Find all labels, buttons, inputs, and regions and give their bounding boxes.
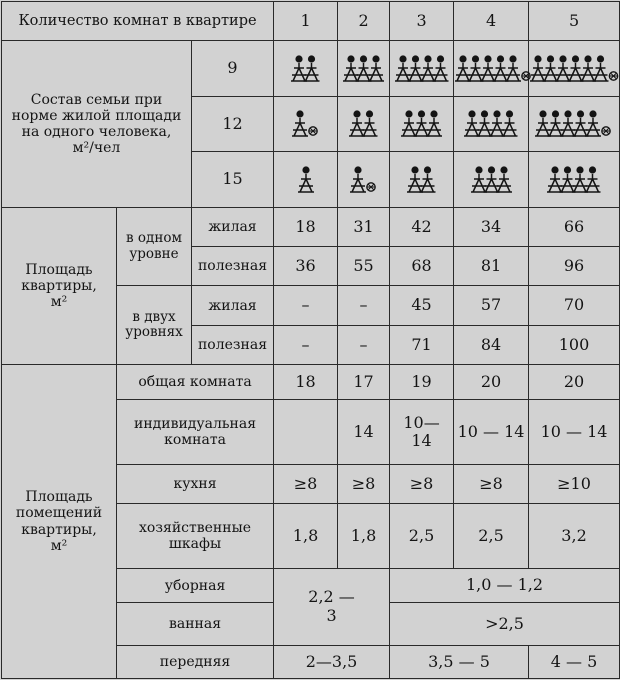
rooms-1-header: 1 bbox=[274, 2, 338, 41]
adult-figure-icon bbox=[291, 55, 307, 81]
adult-figure-icon bbox=[368, 55, 384, 81]
premises-value: 1,0 — 1,2 bbox=[390, 568, 620, 602]
adult-figure-icon bbox=[362, 110, 378, 136]
premises-area-line: Площадь bbox=[25, 489, 93, 506]
rooms-count-header: Количество комнат в квартире bbox=[2, 2, 274, 41]
area-value: 66 bbox=[529, 207, 620, 246]
family-icons-cell bbox=[338, 152, 390, 207]
individual-room-line: индивидуальная bbox=[133, 416, 257, 433]
family-icons-cell bbox=[454, 152, 529, 207]
family-pictogram bbox=[406, 165, 437, 195]
family-icons-cell bbox=[454, 41, 529, 96]
common-room-row bbox=[2, 365, 620, 400]
premises-value: 2—3,5 bbox=[274, 645, 390, 678]
family-pictogram bbox=[529, 54, 620, 84]
family-pictogram bbox=[400, 109, 443, 139]
area-value: – bbox=[274, 325, 338, 364]
area-type-label: жилая bbox=[192, 286, 274, 325]
individual-room-line: комната bbox=[164, 432, 226, 449]
premises-value: 10 — 14 bbox=[529, 400, 620, 465]
premises-value: 14 bbox=[338, 400, 390, 465]
premises-value: 19 bbox=[390, 365, 454, 400]
area-value: 45 bbox=[390, 286, 454, 325]
area-value: 42 bbox=[390, 207, 454, 246]
family-icons-cell bbox=[274, 41, 338, 96]
family-pictogram bbox=[348, 109, 379, 139]
adult-figure-icon bbox=[407, 55, 423, 81]
adult-figure-icon bbox=[548, 110, 564, 136]
one-level-label bbox=[117, 207, 192, 286]
bathroom-label: ванная bbox=[117, 603, 274, 645]
area-value: 34 bbox=[454, 207, 529, 246]
area-value: – bbox=[274, 286, 338, 325]
family-norm-9-row bbox=[2, 41, 620, 96]
rooms-2-header: 2 bbox=[338, 2, 390, 41]
rooms-5-header: 5 bbox=[529, 2, 620, 41]
premises-value: 4 — 5 bbox=[529, 645, 620, 678]
area-one-level-living-row bbox=[2, 207, 620, 246]
adult-figure-icon bbox=[535, 110, 551, 136]
premises-value: ≥10 bbox=[529, 465, 620, 504]
premises-value: ≥8 bbox=[390, 465, 454, 504]
family-pictogram bbox=[394, 54, 450, 84]
norm-12-label: 12 bbox=[192, 96, 274, 151]
adult-figure-icon bbox=[468, 55, 484, 81]
area-value: 96 bbox=[529, 247, 620, 286]
family-label-line: на одного человека, bbox=[21, 124, 172, 141]
adult-figure-icon bbox=[572, 166, 588, 192]
premises-value: 2,5 bbox=[454, 504, 529, 569]
child-figure-icon bbox=[366, 182, 374, 190]
family-pictogram bbox=[297, 165, 315, 195]
adult-figure-icon bbox=[414, 110, 430, 136]
area-value: 81 bbox=[454, 247, 529, 286]
family-pictogram bbox=[342, 54, 385, 84]
child-figure-icon bbox=[609, 71, 617, 79]
family-label-unit: м²/чел bbox=[72, 140, 121, 157]
adult-figure-icon bbox=[407, 166, 423, 192]
adult-figure-icon bbox=[298, 166, 314, 192]
adult-figure-icon bbox=[343, 55, 359, 81]
adult-figure-icon bbox=[573, 110, 589, 136]
premises-value: 18 bbox=[274, 365, 338, 400]
premises-value: 10 — 14 bbox=[454, 400, 529, 465]
adult-figure-icon bbox=[304, 55, 320, 81]
header-row bbox=[2, 2, 620, 41]
adult-figure-icon bbox=[471, 166, 487, 192]
adult-figure-icon bbox=[496, 166, 512, 192]
family-label-line: Состав семьи при bbox=[30, 91, 163, 108]
adult-figure-icon bbox=[464, 110, 480, 136]
adult-figure-icon bbox=[530, 55, 546, 81]
family-label-line: норме жилой площади bbox=[11, 107, 182, 124]
area-value: 55 bbox=[338, 247, 390, 286]
adult-figure-icon bbox=[420, 166, 436, 192]
storage-label bbox=[117, 504, 274, 569]
adult-figure-icon bbox=[483, 166, 499, 192]
apartment-norms-table bbox=[1, 1, 620, 679]
area-type-label: полезная bbox=[192, 325, 274, 364]
family-icons-cell bbox=[529, 96, 620, 151]
adult-figure-icon bbox=[401, 110, 417, 136]
family-pictogram bbox=[534, 109, 614, 139]
premises-value-line: 10— bbox=[403, 412, 440, 432]
adult-figure-icon bbox=[350, 166, 366, 192]
area-value: 36 bbox=[274, 247, 338, 286]
premises-value: 20 bbox=[529, 365, 620, 400]
premises-area-line: помещений bbox=[15, 505, 103, 522]
adult-figure-icon bbox=[420, 55, 436, 81]
adult-figure-icon bbox=[585, 166, 601, 192]
premises-area-line: квартиры, bbox=[21, 521, 97, 538]
rooms-3-header: 3 bbox=[390, 2, 454, 41]
family-pictogram bbox=[463, 109, 519, 139]
premises-value: 1,8 bbox=[274, 504, 338, 569]
adult-figure-icon bbox=[568, 55, 584, 81]
area-value: 31 bbox=[338, 207, 390, 246]
child-figure-icon bbox=[522, 71, 530, 79]
premises-value-empty bbox=[274, 400, 338, 465]
premises-value-line: 14 bbox=[411, 431, 432, 451]
family-icons-cell bbox=[454, 96, 529, 151]
family-icons-cell bbox=[274, 152, 338, 207]
adult-figure-icon bbox=[480, 55, 496, 81]
area-value: 18 bbox=[274, 207, 338, 246]
premises-value: 2,5 bbox=[390, 504, 454, 569]
family-composition-label bbox=[2, 41, 192, 207]
area-value: 68 bbox=[390, 247, 454, 286]
apartment-area-line: Площадь bbox=[25, 261, 93, 278]
child-figure-icon bbox=[602, 127, 610, 135]
adult-figure-icon bbox=[356, 55, 372, 81]
family-pictogram bbox=[291, 109, 321, 139]
adult-figure-icon bbox=[349, 110, 365, 136]
storage-line: хозяйственные bbox=[139, 520, 251, 537]
premises-value: 1,8 bbox=[338, 504, 390, 569]
adult-figure-icon bbox=[477, 110, 493, 136]
adult-figure-icon bbox=[560, 166, 576, 192]
family-icons-cell bbox=[390, 152, 454, 207]
premises-value: 17 bbox=[338, 365, 390, 400]
apartment-area-line: квартиры, bbox=[21, 277, 97, 294]
adult-figure-icon bbox=[426, 110, 442, 136]
premises-value bbox=[390, 400, 454, 465]
area-type-label: полезная bbox=[192, 247, 274, 286]
adult-figure-icon bbox=[292, 110, 308, 136]
premises-value: >2,5 bbox=[390, 603, 620, 645]
kitchen-label: кухня bbox=[117, 465, 274, 504]
individual-room-label bbox=[117, 400, 274, 465]
family-pictogram bbox=[470, 165, 513, 195]
family-pictogram bbox=[546, 165, 602, 195]
premises-value: ≥8 bbox=[338, 465, 390, 504]
premises-value-line: 3 bbox=[326, 605, 337, 625]
family-icons-cell bbox=[274, 96, 338, 151]
adult-figure-icon bbox=[489, 110, 505, 136]
premises-area-label bbox=[2, 365, 117, 679]
area-value: – bbox=[338, 325, 390, 364]
adult-figure-icon bbox=[502, 110, 518, 136]
family-pictogram bbox=[290, 54, 321, 84]
area-value: – bbox=[338, 286, 390, 325]
family-icons-cell bbox=[390, 96, 454, 151]
two-levels-label bbox=[117, 286, 192, 365]
family-icons-cell bbox=[338, 96, 390, 151]
rooms-4-header: 4 bbox=[454, 2, 529, 41]
adult-figure-icon bbox=[555, 55, 571, 81]
adult-figure-icon bbox=[455, 55, 471, 81]
common-room-label: общая комната bbox=[117, 365, 274, 400]
apartment-area-label bbox=[2, 207, 117, 364]
two-levels-line: уровнях bbox=[125, 324, 183, 341]
adult-figure-icon bbox=[593, 55, 609, 81]
adult-figure-icon bbox=[505, 55, 521, 81]
toilet-label: уборная bbox=[117, 568, 274, 602]
premises-value: ≥8 bbox=[454, 465, 529, 504]
family-pictogram bbox=[349, 165, 379, 195]
premises-value bbox=[274, 568, 390, 645]
norm-15-label: 15 bbox=[192, 152, 274, 207]
adult-figure-icon bbox=[432, 55, 448, 81]
area-value: 71 bbox=[390, 325, 454, 364]
adult-figure-icon bbox=[585, 110, 601, 136]
one-level-line: уровне bbox=[129, 245, 179, 262]
norm-9-label: 9 bbox=[192, 41, 274, 96]
family-pictogram bbox=[454, 54, 534, 84]
apartment-area-unit: м² bbox=[50, 294, 68, 311]
adult-figure-icon bbox=[580, 55, 596, 81]
premises-value: 3,5 — 5 bbox=[390, 645, 529, 678]
two-levels-line: в двух bbox=[132, 308, 176, 325]
premises-value: 20 bbox=[454, 365, 529, 400]
storage-line: шкафы bbox=[168, 536, 222, 553]
area-value: 57 bbox=[454, 286, 529, 325]
adult-figure-icon bbox=[547, 166, 563, 192]
one-level-line: в одном bbox=[126, 230, 182, 247]
premises-value: 3,2 bbox=[529, 504, 620, 569]
premises-area-unit: м² bbox=[50, 537, 68, 554]
family-icons-cell bbox=[529, 152, 620, 207]
family-icons-cell bbox=[529, 41, 620, 96]
area-type-label: жилая bbox=[192, 207, 274, 246]
family-icons-cell bbox=[338, 41, 390, 96]
hall-label: передняя bbox=[117, 645, 274, 678]
adult-figure-icon bbox=[395, 55, 411, 81]
adult-figure-icon bbox=[543, 55, 559, 81]
family-icons-cell bbox=[390, 41, 454, 96]
adult-figure-icon bbox=[560, 110, 576, 136]
area-value: 100 bbox=[529, 325, 620, 364]
area-value: 84 bbox=[454, 325, 529, 364]
adult-figure-icon bbox=[493, 55, 509, 81]
area-value: 70 bbox=[529, 286, 620, 325]
child-figure-icon bbox=[308, 127, 316, 135]
premises-value: ≥8 bbox=[274, 465, 338, 504]
premises-value-line: 2,2 — bbox=[308, 587, 355, 607]
